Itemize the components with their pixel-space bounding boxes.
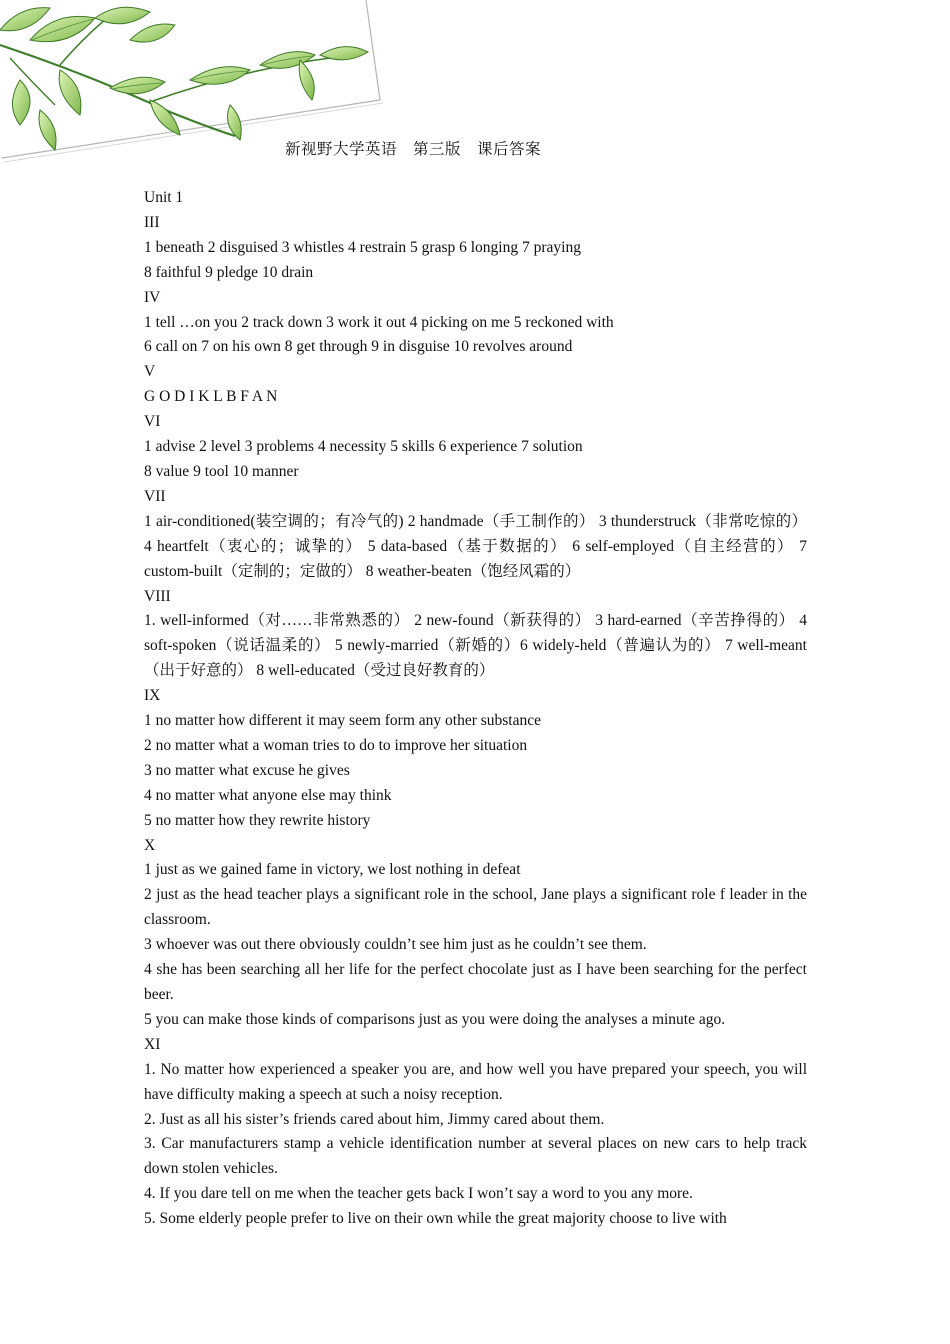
answer-line: VIII	[144, 587, 171, 605]
answer-line: X	[144, 836, 156, 854]
answer-paragraph: 1. No matter how experienced a speaker you are, and how well you have prepared your speech, you will have difficulty making a speech at such a noisy reception.	[144, 1060, 807, 1103]
answer-line: III	[144, 213, 160, 231]
answer-line: IV	[144, 288, 161, 306]
answer-line: G O D I K L B F A N	[144, 388, 278, 406]
answer-paragraph: 1. well-informed（对……非常熟悉的） 2 new-found（新获得的） 3 hard-earned（辛苦挣得的） 4 soft-spoken（说话温柔的） 5 newly-married（新婚的）6 widely-held（普遍认为的） 7 well-meant（出于好意的） 8 well-educated（受过良好教育的）	[144, 612, 807, 680]
answer-line: VII	[144, 487, 166, 505]
answer-paragraph: 5. Some elderly people prefer to live on their own while the great majority choose to live with	[144, 1210, 727, 1228]
answer-line: 1 just as we gained fame in victory, we lost nothing in defeat	[144, 861, 521, 879]
answer-line: 1 beneath 2 disguised 3 whistles 4 restrain 5 grasp 6 longing 7 praying	[144, 238, 581, 256]
answer-paragraph: 3. Car manufacturers stamp a vehicle identification number at several places on new cars to help track down stolen vehicles.	[144, 1135, 807, 1178]
answer-line: V	[144, 363, 156, 381]
answer-line: Unit 1	[144, 189, 184, 206]
answer-line: 3 no matter what excuse he gives	[144, 761, 350, 779]
answer-paragraph: 4 she has been searching all her life for the perfect chocolate just as I have been searching for the perfect beer.	[144, 961, 807, 1003]
answer-line: 3 whoever was out there obviously couldn’t see him just as he couldn’t see them.	[144, 936, 647, 954]
answer-line: 8 faithful 9 pledge 10 drain	[144, 263, 314, 281]
answer-line: 8 value 9 tool 10 manner	[144, 462, 299, 480]
answer-line: 1 tell …on you 2 track down 3 work it out 4 picking on me 5 reckoned with	[144, 313, 614, 331]
answer-line: XI	[144, 1035, 161, 1053]
answer-line: 1 no matter how different it may seem form any other substance	[144, 712, 541, 730]
answer-line: 1 advise 2 level 3 problems 4 necessity 5 skills 6 experience 7 solution	[144, 438, 583, 456]
answer-paragraph: 2 just as the head teacher plays a significant role in the school, Jane plays a significant role f leader in the classroom.	[144, 886, 807, 929]
answer-content	[144, 186, 807, 1232]
document-title: 新视野大学英语 第三版 课后答案	[284, 141, 541, 158]
answer-line: VI	[144, 413, 161, 431]
answer-line: 6 call on 7 on his own 8 get through 9 in disguise 10 revolves around	[144, 338, 573, 356]
answer-paragraph: 1 air-conditioned(装空调的；有冷气的) 2 handmade（手工制作的） 3 thunderstruck（非常吃惊的） 4 heartfelt（衷心的；诚挚的） 5 data-based（基于数据的） 6 self-employed（自主经营的） 7 custom-built（定制的；定做的） 8 weather-beaten（饱经风霜的）	[144, 512, 807, 580]
answer-line: 5 no matter how they rewrite history	[144, 811, 371, 829]
answer-line: 2. Just as all his sister’s friends cared about him, Jimmy cared about them.	[144, 1110, 605, 1128]
answer-line: IX	[144, 687, 161, 705]
answer-line: 4 no matter what anyone else may think	[144, 786, 392, 804]
answer-line: 2 no matter what a woman tries to do to improve her situation	[144, 736, 528, 754]
answer-line: 5 you can make those kinds of comparisons just as you were doing the analyses a minute ago.	[144, 1010, 726, 1028]
answer-line: 4. If you dare tell on me when the teacher gets back I won’t say a word to you any more.	[144, 1185, 693, 1203]
